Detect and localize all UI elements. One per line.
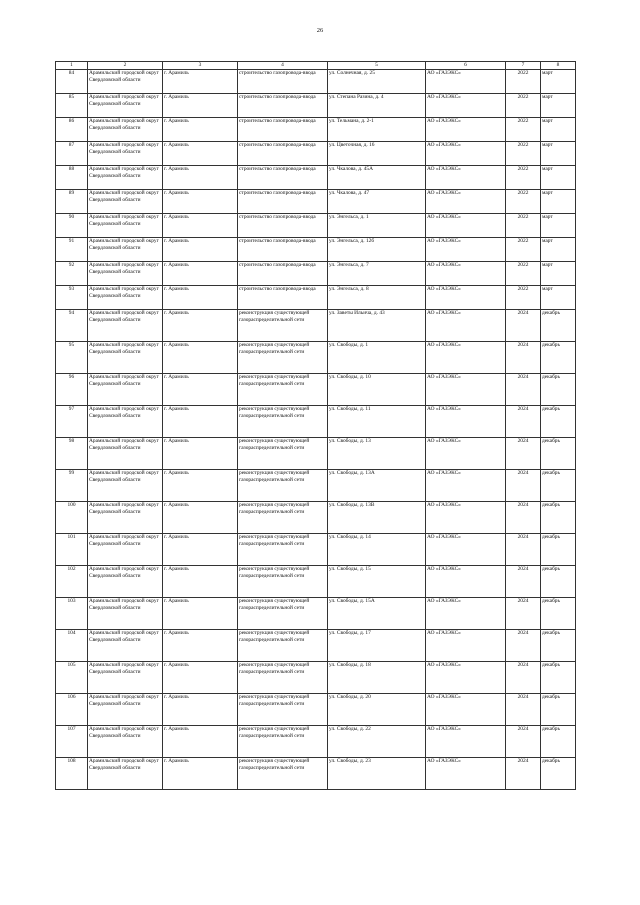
table-row	[56, 630, 576, 662]
cell-month: март	[541, 94, 576, 118]
cell-work: реконструкция существующей газораспределительной сети	[238, 534, 328, 566]
cell-work: строительство газопровода-ввода	[238, 238, 328, 262]
table-row	[56, 142, 576, 166]
cell-n: 101	[56, 534, 88, 566]
cell-n: 106	[56, 694, 88, 726]
column-header: 8	[541, 62, 576, 70]
cell-year: 2022	[506, 166, 541, 190]
cell-city: г. Арамиль	[163, 374, 238, 406]
cell-org: АО «ГАЗЭКС»	[426, 534, 506, 566]
table-row	[56, 598, 576, 630]
cell-n: 85	[56, 94, 88, 118]
cell-month: декабрь	[541, 310, 576, 342]
cell-org: АО «ГАЗЭКС»	[426, 726, 506, 758]
cell-org: АО «ГАЗЭКС»	[426, 214, 506, 238]
cell-work: строительство газопровода-ввода	[238, 118, 328, 142]
cell-district: Арамильский городской округ Свердловской области	[88, 502, 163, 534]
cell-month: март	[541, 166, 576, 190]
table-row	[56, 190, 576, 214]
cell-address: ул. Свободы, д. 10	[328, 374, 426, 406]
cell-district: Арамильский городской округ Свердловской области	[88, 662, 163, 694]
cell-org: АО «ГАЗЭКС»	[426, 406, 506, 438]
cell-work: реконструкция существующей газораспределительной сети	[238, 502, 328, 534]
cell-city: г. Арамиль	[163, 238, 238, 262]
cell-city: г. Арамиль	[163, 758, 238, 790]
cell-org: АО «ГАЗЭКС»	[426, 262, 506, 286]
cell-month: март	[541, 70, 576, 94]
table-row	[56, 694, 576, 726]
cell-n: 104	[56, 630, 88, 662]
cell-org: АО «ГАЗЭКС»	[426, 94, 506, 118]
table-row	[56, 262, 576, 286]
cell-year: 2024	[506, 694, 541, 726]
cell-city: г. Арамиль	[163, 438, 238, 470]
cell-org: АО «ГАЗЭКС»	[426, 470, 506, 502]
cell-address: ул. Свободы, д. 11	[328, 406, 426, 438]
cell-month: март	[541, 214, 576, 238]
cell-year: 2022	[506, 70, 541, 94]
cell-month: декабрь	[541, 534, 576, 566]
cell-n: 103	[56, 598, 88, 630]
cell-city: г. Арамиль	[163, 534, 238, 566]
cell-org: АО «ГАЗЭКС»	[426, 190, 506, 214]
cell-month: декабрь	[541, 406, 576, 438]
cell-n: 102	[56, 566, 88, 598]
table-row	[56, 118, 576, 142]
cell-year: 2024	[506, 566, 541, 598]
cell-n: 107	[56, 726, 88, 758]
cell-n: 95	[56, 342, 88, 374]
cell-address: ул. Энгельса, д. 12б	[328, 238, 426, 262]
column-header: 2	[88, 62, 163, 70]
cell-year: 2022	[506, 214, 541, 238]
cell-work: реконструкция существующей газораспределительной сети	[238, 694, 328, 726]
cell-year: 2024	[506, 598, 541, 630]
cell-address: ул. Солнечная, д. 25	[328, 70, 426, 94]
cell-work: реконструкция существующей газораспределительной сети	[238, 566, 328, 598]
cell-year: 2024	[506, 726, 541, 758]
cell-month: декабрь	[541, 470, 576, 502]
cell-city: г. Арамиль	[163, 406, 238, 438]
cell-year: 2024	[506, 758, 541, 790]
cell-district: Арамильский городской округ Свердловской области	[88, 310, 163, 342]
cell-district: Арамильский городской округ Свердловской области	[88, 374, 163, 406]
table-row	[56, 310, 576, 342]
cell-address: ул. Чкалова, д. 45А	[328, 166, 426, 190]
cell-work: строительство газопровода-ввода	[238, 262, 328, 286]
cell-org: АО «ГАЗЭКС»	[426, 502, 506, 534]
cell-year: 2024	[506, 470, 541, 502]
table-row	[56, 662, 576, 694]
cell-n: 88	[56, 166, 88, 190]
cell-n: 86	[56, 118, 88, 142]
cell-work: реконструкция существующей газораспределительной сети	[238, 758, 328, 790]
cell-city: г. Арамиль	[163, 94, 238, 118]
cell-year: 2022	[506, 286, 541, 310]
cell-city: г. Арамиль	[163, 286, 238, 310]
cell-work: строительство газопровода-ввода	[238, 166, 328, 190]
cell-n: 99	[56, 470, 88, 502]
cell-address: ул. Свободы, д. 17	[328, 630, 426, 662]
cell-city: г. Арамиль	[163, 310, 238, 342]
gas-works-table	[55, 61, 576, 790]
cell-org: АО «ГАЗЭКС»	[426, 374, 506, 406]
cell-org: АО «ГАЗЭКС»	[426, 342, 506, 374]
cell-org: АО «ГАЗЭКС»	[426, 662, 506, 694]
cell-address: ул. Свободы, д. 14	[328, 534, 426, 566]
cell-year: 2024	[506, 438, 541, 470]
cell-n: 98	[56, 438, 88, 470]
cell-district: Арамильский городской округ Свердловской области	[88, 214, 163, 238]
cell-org: АО «ГАЗЭКС»	[426, 310, 506, 342]
cell-n: 96	[56, 374, 88, 406]
cell-district: Арамильский городской округ Свердловской области	[88, 118, 163, 142]
cell-work: реконструкция существующей газораспределительной сети	[238, 342, 328, 374]
cell-district: Арамильский городской округ Свердловской области	[88, 166, 163, 190]
cell-district: Арамильский городской округ Свердловской области	[88, 94, 163, 118]
table-row	[56, 286, 576, 310]
cell-work: реконструкция существующей газораспределительной сети	[238, 438, 328, 470]
cell-org: АО «ГАЗЭКС»	[426, 238, 506, 262]
cell-year: 2024	[506, 534, 541, 566]
cell-district: Арамильский городской округ Свердловской области	[88, 694, 163, 726]
cell-district: Арамильский городской округ Свердловской области	[88, 566, 163, 598]
cell-year: 2022	[506, 190, 541, 214]
table-row	[56, 534, 576, 566]
cell-work: строительство газопровода-ввода	[238, 286, 328, 310]
table-row	[56, 342, 576, 374]
column-header: 3	[163, 62, 238, 70]
cell-district: Арамильский городской округ Свердловской области	[88, 630, 163, 662]
cell-year: 2024	[506, 310, 541, 342]
cell-city: г. Арамиль	[163, 262, 238, 286]
cell-month: март	[541, 238, 576, 262]
cell-year: 2024	[506, 374, 541, 406]
cell-district: Арамильский городской округ Свердловской области	[88, 726, 163, 758]
cell-address: ул. Цветочная, д. 16	[328, 142, 426, 166]
cell-org: АО «ГАЗЭКС»	[426, 758, 506, 790]
cell-city: г. Арамиль	[163, 470, 238, 502]
cell-month: декабрь	[541, 566, 576, 598]
column-header: 7	[506, 62, 541, 70]
cell-city: г. Арамиль	[163, 694, 238, 726]
cell-year: 2024	[506, 662, 541, 694]
table-row	[56, 470, 576, 502]
table-row	[56, 566, 576, 598]
cell-month: декабрь	[541, 342, 576, 374]
cell-year: 2022	[506, 238, 541, 262]
table-row	[56, 166, 576, 190]
table-row	[56, 406, 576, 438]
column-header: 1	[56, 62, 88, 70]
cell-month: декабрь	[541, 662, 576, 694]
cell-address: ул. Свободы, д. 22	[328, 726, 426, 758]
cell-org: АО «ГАЗЭКС»	[426, 694, 506, 726]
cell-org: АО «ГАЗЭКС»	[426, 70, 506, 94]
cell-address: ул. Свободы, д. 13А	[328, 470, 426, 502]
cell-n: 108	[56, 758, 88, 790]
cell-address: ул. Степана Разина, д. 4	[328, 94, 426, 118]
cell-address: ул. Свободы, д. 20	[328, 694, 426, 726]
cell-month: декабрь	[541, 694, 576, 726]
cell-n: 91	[56, 238, 88, 262]
cell-district: Арамильский городской округ Свердловской области	[88, 190, 163, 214]
table-row	[56, 502, 576, 534]
column-number-row	[56, 62, 576, 70]
cell-address: ул. Тельмана, д. 2-1	[328, 118, 426, 142]
cell-city: г. Арамиль	[163, 726, 238, 758]
cell-city: г. Арамиль	[163, 166, 238, 190]
cell-work: строительство газопровода-ввода	[238, 190, 328, 214]
cell-month: декабрь	[541, 374, 576, 406]
cell-address: ул. Заветы Ильича, д. 43	[328, 310, 426, 342]
table-row	[56, 758, 576, 790]
cell-work: строительство газопровода-ввода	[238, 142, 328, 166]
cell-address: ул. Свободы, д. 1	[328, 342, 426, 374]
cell-n: 84	[56, 70, 88, 94]
cell-month: март	[541, 142, 576, 166]
cell-work: строительство газопровода-ввода	[238, 94, 328, 118]
table-row	[56, 438, 576, 470]
table-row	[56, 70, 576, 94]
cell-address: ул. Свободы, д. 13В	[328, 502, 426, 534]
cell-city: г. Арамиль	[163, 566, 238, 598]
column-header: 4	[238, 62, 328, 70]
cell-n: 93	[56, 286, 88, 310]
cell-work: реконструкция существующей газораспределительной сети	[238, 662, 328, 694]
table-row	[56, 374, 576, 406]
cell-city: г. Арамиль	[163, 190, 238, 214]
table-row	[56, 94, 576, 118]
cell-work: реконструкция существующей газораспределительной сети	[238, 630, 328, 662]
cell-n: 105	[56, 662, 88, 694]
cell-month: декабрь	[541, 438, 576, 470]
cell-address: ул. Свободы, д. 23	[328, 758, 426, 790]
cell-address: ул. Свободы, д. 15	[328, 566, 426, 598]
cell-work: строительство газопровода-ввода	[238, 214, 328, 238]
table-row	[56, 214, 576, 238]
cell-address: ул. Энгельса, д. 1	[328, 214, 426, 238]
cell-year: 2022	[506, 262, 541, 286]
cell-org: АО «ГАЗЭКС»	[426, 118, 506, 142]
cell-address: ул. Свободы, д. 13	[328, 438, 426, 470]
cell-district: Арамильский городской округ Свердловской области	[88, 406, 163, 438]
cell-city: г. Арамиль	[163, 598, 238, 630]
cell-month: декабрь	[541, 726, 576, 758]
cell-work: реконструкция существующей газораспределительной сети	[238, 470, 328, 502]
cell-district: Арамильский городской округ Свердловской области	[88, 758, 163, 790]
cell-district: Арамильский городской округ Свердловской области	[88, 470, 163, 502]
cell-month: декабрь	[541, 598, 576, 630]
cell-work: реконструкция существующей газораспределительной сети	[238, 310, 328, 342]
cell-year: 2024	[506, 342, 541, 374]
cell-city: г. Арамиль	[163, 630, 238, 662]
cell-year: 2022	[506, 118, 541, 142]
cell-work: реконструкция существующей газораспределительной сети	[238, 374, 328, 406]
cell-org: АО «ГАЗЭКС»	[426, 166, 506, 190]
cell-district: Арамильский городской округ Свердловской области	[88, 262, 163, 286]
cell-work: реконструкция существующей газораспределительной сети	[238, 406, 328, 438]
cell-year: 2022	[506, 142, 541, 166]
cell-n: 89	[56, 190, 88, 214]
cell-org: АО «ГАЗЭКС»	[426, 438, 506, 470]
cell-n: 100	[56, 502, 88, 534]
cell-work: реконструкция существующей газораспределительной сети	[238, 726, 328, 758]
cell-city: г. Арамиль	[163, 342, 238, 374]
cell-address: ул. Чкалова, д. 47	[328, 190, 426, 214]
cell-year: 2022	[506, 94, 541, 118]
table-row	[56, 726, 576, 758]
cell-district: Арамильский городской округ Свердловской области	[88, 342, 163, 374]
cell-n: 94	[56, 310, 88, 342]
cell-district: Арамильский городской округ Свердловской области	[88, 238, 163, 262]
cell-month: декабрь	[541, 758, 576, 790]
cell-month: март	[541, 262, 576, 286]
cell-city: г. Арамиль	[163, 662, 238, 694]
cell-address: ул. Свободы, д. 15А	[328, 598, 426, 630]
cell-org: АО «ГАЗЭКС»	[426, 286, 506, 310]
cell-city: г. Арамиль	[163, 502, 238, 534]
cell-year: 2024	[506, 406, 541, 438]
cell-org: АО «ГАЗЭКС»	[426, 566, 506, 598]
cell-district: Арамильский городской округ Свердловской области	[88, 142, 163, 166]
cell-n: 90	[56, 214, 88, 238]
column-header: 6	[426, 62, 506, 70]
cell-year: 2024	[506, 502, 541, 534]
cell-district: Арамильский городской округ Свердловской области	[88, 598, 163, 630]
cell-month: март	[541, 190, 576, 214]
cell-district: Арамильский городской округ Свердловской области	[88, 534, 163, 566]
cell-n: 87	[56, 142, 88, 166]
cell-month: декабрь	[541, 630, 576, 662]
table-row	[56, 238, 576, 262]
cell-city: г. Арамиль	[163, 142, 238, 166]
cell-month: март	[541, 118, 576, 142]
cell-org: АО «ГАЗЭКС»	[426, 142, 506, 166]
cell-district: Арамильский городской округ Свердловской области	[88, 286, 163, 310]
column-header: 5	[328, 62, 426, 70]
cell-district: Арамильский городской округ Свердловской области	[88, 70, 163, 94]
cell-address: ул. Свободы, д. 18	[328, 662, 426, 694]
cell-month: декабрь	[541, 502, 576, 534]
cell-org: АО «ГАЗЭКС»	[426, 630, 506, 662]
cell-address: ул. Энгельса, д. 7	[328, 262, 426, 286]
cell-work: строительство газопровода-ввода	[238, 70, 328, 94]
cell-year: 2024	[506, 630, 541, 662]
cell-city: г. Арамиль	[163, 70, 238, 94]
cell-address: ул. Энгельса, д. 8	[328, 286, 426, 310]
cell-city: г. Арамиль	[163, 214, 238, 238]
cell-district: Арамильский городской округ Свердловской области	[88, 438, 163, 470]
cell-n: 92	[56, 262, 88, 286]
cell-org: АО «ГАЗЭКС»	[426, 598, 506, 630]
cell-city: г. Арамиль	[163, 118, 238, 142]
cell-work: реконструкция существующей газораспределительной сети	[238, 598, 328, 630]
page-number: 26	[316, 27, 324, 34]
cell-month: март	[541, 286, 576, 310]
cell-n: 97	[56, 406, 88, 438]
